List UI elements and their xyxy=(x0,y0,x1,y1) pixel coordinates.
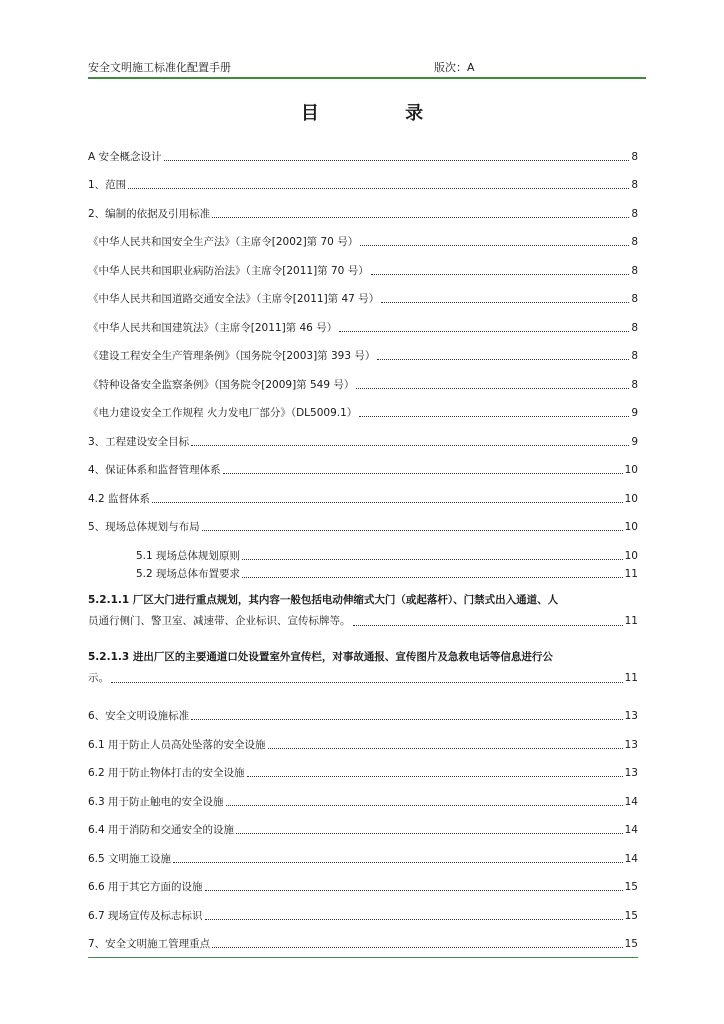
dot-leader xyxy=(360,245,629,246)
toc-entry-page: 8 xyxy=(631,264,638,277)
toc-entry[interactable] xyxy=(88,867,638,896)
toc-entry-page: 8 xyxy=(631,321,638,334)
toc-entry-page: 9 xyxy=(631,435,638,448)
dot-leader xyxy=(353,625,623,626)
footer-rule xyxy=(88,957,638,958)
toc-entry-page: 8 xyxy=(631,293,638,305)
dot-leader xyxy=(242,559,623,560)
toc-entry-label: 6.3 用于防止触电的安全设施 xyxy=(88,795,224,808)
toc-entry[interactable] xyxy=(88,364,638,393)
toc-entry-label: 6.1 用于防止人员高处坠落的安全设施 xyxy=(88,738,266,751)
toc-entry[interactable] xyxy=(88,136,638,165)
toc-entry[interactable] xyxy=(88,421,638,450)
toc-entry[interactable] xyxy=(88,781,638,810)
dot-leader xyxy=(247,776,623,777)
toc-entry-line2: 员通行侧门、警卫室、减速带、企业标识、宣传标牌等。 xyxy=(88,614,351,627)
toc-entry-page: 11 xyxy=(624,614,638,627)
toc-entry-page: 10 xyxy=(624,492,638,505)
toc-entry-page: 8 xyxy=(631,378,638,391)
toc-entry[interactable] xyxy=(88,810,638,839)
toc-entry[interactable] xyxy=(88,193,638,222)
toc-entry-label: 6.4 用于消防和交通安全的设施 xyxy=(88,824,235,836)
dot-leader xyxy=(191,445,629,446)
toc-entry-page: 15 xyxy=(624,938,638,950)
header-title: 安全文明施工标准化配置手册 xyxy=(88,61,231,74)
toc-entry-label: 5.1 现场总体规划原则 xyxy=(136,549,241,562)
toc-entry[interactable] xyxy=(88,222,638,251)
toc-entry-label: A 安全概念设计 xyxy=(88,150,162,163)
toc-entry-page: 8 xyxy=(631,179,638,191)
toc-entry-label: 5、现场总体规划与布局 xyxy=(88,521,200,533)
dot-leader xyxy=(212,947,622,948)
dot-leader xyxy=(128,188,629,189)
toc-entry-page: 14 xyxy=(624,795,638,808)
toc-entry-label: 6.2 用于防止物体打击的安全设施 xyxy=(88,767,245,779)
dot-leader xyxy=(202,530,623,531)
toc-entry-label: 4.2 监督体系 xyxy=(88,492,151,505)
toc-entry[interactable] xyxy=(88,507,638,536)
toc-entry[interactable] xyxy=(88,307,638,336)
toc-entry-label: 6.5 文明施工设施 xyxy=(88,852,172,865)
toc-entry-label: 《中华人民共和国建筑法》（主席令[2011]第 46 号） xyxy=(88,321,338,334)
toc-entry[interactable] xyxy=(88,924,638,953)
dot-leader xyxy=(359,416,629,417)
dot-leader xyxy=(268,748,623,749)
toc-entry-line1: 5.2.1.3 进出厂区的主要通道口处设置室外宣传栏，对事故通报、宣传图片及急救电话等信息进行公 xyxy=(88,650,553,663)
toc-entry[interactable] xyxy=(88,696,638,725)
toc-entry[interactable] xyxy=(88,753,638,782)
dot-leader xyxy=(381,302,629,303)
toc-entry-page: 15 xyxy=(624,881,638,893)
toc-entry-page: 14 xyxy=(624,824,638,836)
toc-entry-page: 11 xyxy=(624,567,638,580)
toc-entry[interactable] xyxy=(88,336,638,365)
dot-leader xyxy=(223,473,623,474)
header-version: 版次：A xyxy=(434,61,475,74)
toc-entry-label: 《中华人民共和国安全生产法》（主席令[2002]第 70 号） xyxy=(88,236,359,248)
toc-entry[interactable] xyxy=(88,279,638,308)
dot-leader xyxy=(356,388,629,389)
toc-entry-label: 5.2 现场总体布置要求 xyxy=(136,567,241,580)
toc-entry-page: 13 xyxy=(624,767,638,779)
toc-sub-entry[interactable] xyxy=(88,564,638,582)
header-rule xyxy=(88,77,646,79)
toc-entry[interactable] xyxy=(88,165,638,194)
toc-entry-label: 3、工程建设安全目标 xyxy=(88,435,190,448)
dot-leader xyxy=(191,719,622,720)
toc-entry-page: 10 xyxy=(624,521,638,533)
toc-entry-label: 7、安全文明施工管理重点 xyxy=(88,938,211,950)
toc-entry-page: 14 xyxy=(624,852,638,865)
toc-entry-page: 8 xyxy=(631,236,638,248)
table-of-contents xyxy=(88,136,638,952)
toc-entry-page: 10 xyxy=(624,464,638,476)
toc-entry[interactable] xyxy=(88,478,638,507)
toc-entry-line2: 示。 xyxy=(88,671,109,684)
toc-entry-page: 11 xyxy=(624,671,638,684)
toc-entry-label: 2、编制的依据及引用标准 xyxy=(88,207,211,220)
toc-entry-label: 《建设工程安全生产管理条例》（国务院令[2003]第 393 号） xyxy=(88,350,376,362)
toc-entry[interactable] xyxy=(88,450,638,479)
toc-entry-page: 15 xyxy=(624,909,638,922)
dot-leader xyxy=(226,805,623,806)
toc-entry-page: 8 xyxy=(631,350,638,362)
dot-leader xyxy=(242,577,623,578)
dot-leader xyxy=(236,833,623,834)
toc-entry[interactable] xyxy=(88,895,638,924)
toc-entry-label: 4、保证体系和监督管理体系 xyxy=(88,464,221,476)
toc-entry-label: 6.7 现场宣传及标志标识 xyxy=(88,909,203,922)
toc-sub-entry[interactable] xyxy=(88,535,638,564)
toc-entry-page: 13 xyxy=(624,738,638,751)
toc-multiline-entry[interactable] xyxy=(88,582,638,639)
toc-entry-page: 13 xyxy=(624,710,638,722)
toc-entry-page: 8 xyxy=(631,207,638,220)
toc-title: 目 录 xyxy=(300,103,464,124)
toc-entry-page: 10 xyxy=(624,549,638,562)
toc-entry[interactable] xyxy=(88,724,638,753)
toc-multiline-entry[interactable] xyxy=(88,639,638,696)
toc-entry[interactable] xyxy=(88,838,638,867)
toc-entry-label: 《中华人民共和国道路交通安全法》（主席令[2011]第 47 号） xyxy=(88,293,380,305)
page-header xyxy=(88,60,646,76)
toc-entry-label: 《电力建设安全工作规程 火力发电厂部分》（DL5009.1） xyxy=(88,407,358,419)
toc-entry[interactable] xyxy=(88,393,638,422)
dot-leader xyxy=(212,217,629,218)
toc-entry-label: 6、安全文明设施标准 xyxy=(88,710,190,722)
dot-leader xyxy=(205,919,623,920)
toc-entry-label: 1、范围 xyxy=(88,179,127,191)
toc-entry-label: 《特种设备安全监察条例》（国务院令[2009]第 549 号） xyxy=(88,378,355,391)
toc-entry[interactable] xyxy=(88,250,638,279)
dot-leader xyxy=(164,160,630,161)
toc-entry-line1: 5.2.1.1 厂区大门进行重点规划，其内容一般包括电动伸缩式大门（或起落杆）、门禁式出入通道、人 xyxy=(88,593,559,606)
dot-leader xyxy=(377,359,629,360)
toc-entry-page: 9 xyxy=(631,407,638,419)
dot-leader xyxy=(339,331,629,332)
toc-entry-page: 8 xyxy=(631,150,638,163)
toc-entry-label: 6.6 用于其它方面的设施 xyxy=(88,881,203,893)
dot-leader xyxy=(173,862,623,863)
toc-entry-label: 《中华人民共和国职业病防治法》（主席令[2011]第 70 号） xyxy=(88,264,369,277)
dot-leader xyxy=(205,890,623,891)
dot-leader xyxy=(111,682,623,683)
dot-leader xyxy=(152,502,623,503)
dot-leader xyxy=(371,274,630,275)
